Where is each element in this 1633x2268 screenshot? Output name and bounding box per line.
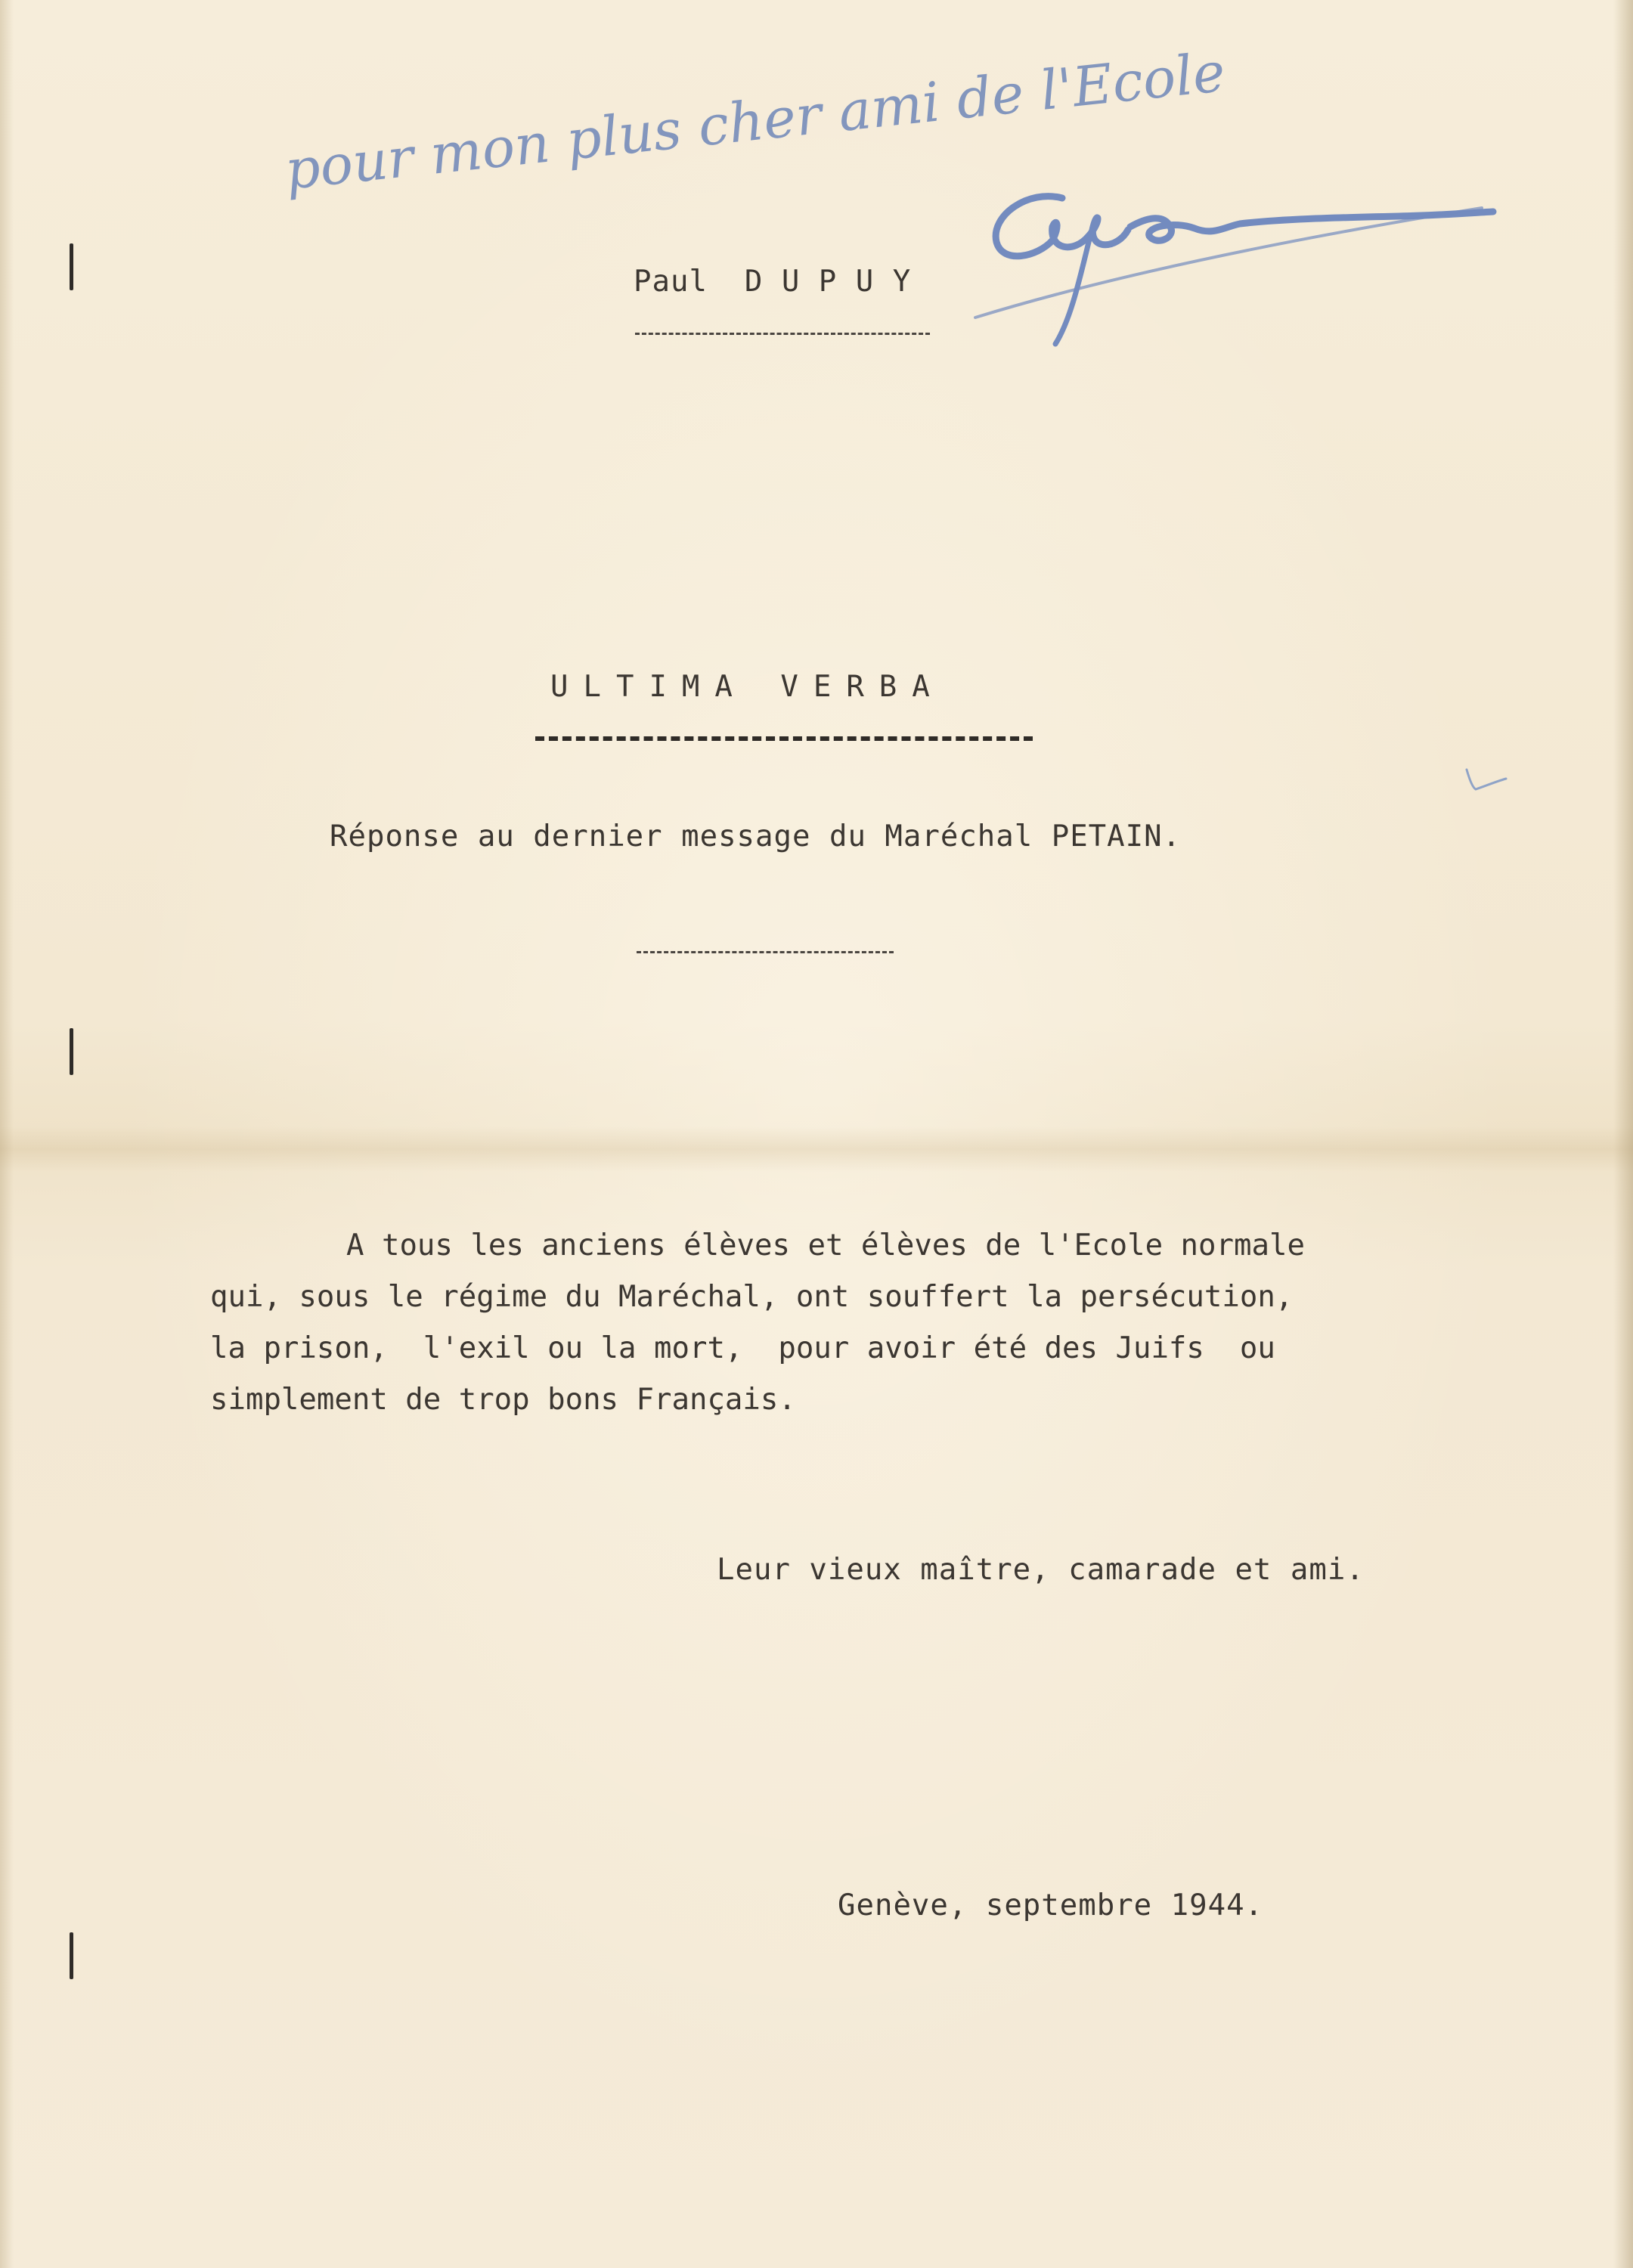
dedication-line: A tous les anciens élèves et élèves de l'Ecole normale — [346, 1228, 1305, 1263]
dedication-paragraph — [210, 1220, 1465, 1426]
closing-line: Leur vieux maître, camarade et ami. — [717, 1553, 1365, 1587]
signature-mark — [975, 197, 1493, 344]
section-separator — [637, 951, 894, 953]
binding-mark-bottom — [70, 1932, 73, 1979]
dedication-line: simplement de trop bons Français. — [210, 1383, 796, 1417]
pencil-tick-mark — [1464, 765, 1509, 795]
document-title: ULTIMA VERBA — [550, 670, 945, 704]
inscription-text: pour mon plus cher ami de l'Ecole — [281, 39, 1229, 202]
place-and-date: Genève, septembre 1944. — [838, 1888, 1264, 1923]
page-fold — [0, 1126, 1633, 1172]
document-subtitle: Réponse au dernier message du Maréchal PETAIN. — [330, 820, 1182, 854]
binding-mark-middle — [70, 1028, 73, 1075]
dedication-line: la prison, l'exil ou la mort, pour avoir été des Juifs ou — [210, 1331, 1275, 1365]
author-underline — [635, 333, 930, 335]
title-underline — [535, 736, 1033, 741]
author-name: Paul D U P U Y — [634, 265, 912, 299]
dedication-line: qui, sous le régime du Maréchal, ont souffert la persécution, — [210, 1280, 1294, 1314]
handwritten-inscription — [0, 0, 1633, 363]
